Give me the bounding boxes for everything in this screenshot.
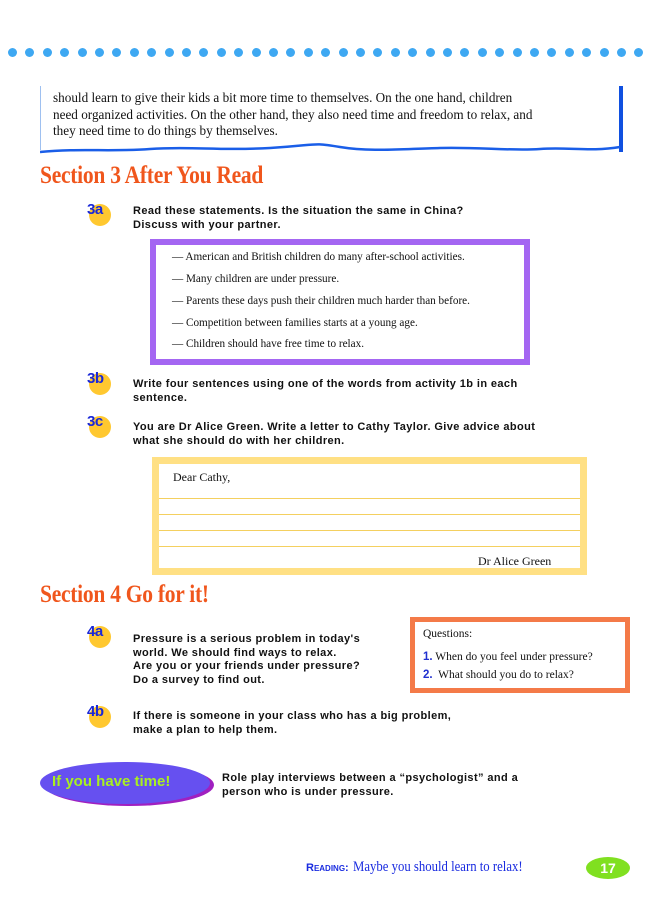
activity-badge-4b: 4b (88, 705, 112, 729)
divider-dot (269, 48, 278, 57)
divider-dot (478, 48, 487, 57)
statement-item: — American and British children do many after-school activities. (172, 251, 465, 263)
divider-dot (460, 48, 469, 57)
divider-dot (252, 48, 261, 57)
statement-item: — Children should have free time to relax. (172, 338, 364, 350)
instruction-3b: Write four sentences using one of the words from activity 1b in each sentence. (133, 378, 518, 404)
divider-dot (95, 48, 104, 57)
questions-box (410, 617, 630, 693)
excerpt-line: they need time to do things by themselves. (53, 123, 278, 138)
question-item: 1. When do you feel under pressure? (423, 651, 593, 663)
activity-badge-4a: 4a (88, 625, 112, 649)
letter-signature: Dr Alice Green (478, 554, 552, 568)
instruction-4b: If there is someone in your class who has a big problem, make a plan to help them. (133, 710, 452, 736)
divider-dot (513, 48, 522, 57)
activity-badge-3c: 3c (88, 415, 112, 439)
instruction-3a: Read these statements. Is the situation the same in China? Discuss with your partner. (133, 205, 464, 231)
statement-item: — Parents these days push their children much harder than before. (172, 295, 470, 307)
divider-dot (60, 48, 69, 57)
divider-dot (565, 48, 574, 57)
divider-dot (617, 48, 626, 57)
divider-dot (547, 48, 556, 57)
divider-dot (321, 48, 330, 57)
divider-dot (286, 48, 295, 57)
instruction-3c: You are Dr Alice Green. Write a letter to Cathy Taylor. Give advice about what she should do with her children. (133, 421, 536, 447)
divider-dot (391, 48, 400, 57)
statement-item: — Competition between families starts at a young age. (172, 317, 418, 329)
divider-dot (112, 48, 121, 57)
writing-line (159, 498, 580, 499)
statement-item: — Many children are under pressure. (172, 273, 340, 285)
letter-greeting: Dear Cathy, (173, 470, 231, 484)
divider-dot (373, 48, 382, 57)
divider-dot (78, 48, 87, 57)
footer-title: Maybe you should learn to relax! (352, 859, 523, 875)
wavy-border (40, 140, 624, 156)
divider-dot (582, 48, 591, 57)
page-number-badge: 17 (586, 857, 630, 879)
divider-dot (530, 48, 539, 57)
writing-line (159, 546, 580, 547)
page-footer (306, 858, 552, 876)
divider-dot (408, 48, 417, 57)
divider-dot (600, 48, 609, 57)
excerpt-line: should learn to give their kids a bit more time to themselves. On the one hand, children (53, 90, 513, 105)
instruction-4a: Pressure is a serious problem in today's world. We should find ways to relax. Are you or your friends under pressure? Do a survey to find out. (133, 633, 361, 687)
divider-dot (130, 48, 139, 57)
questions-title: Questions: (423, 628, 473, 640)
footer-section-label: Reading: (306, 862, 349, 874)
activity-badge-3a: 3a (88, 203, 112, 227)
divider-dot (182, 48, 191, 57)
divider-dot (356, 48, 365, 57)
divider-dot (234, 48, 243, 57)
letter-writing-box[interactable] (152, 457, 587, 575)
divider-dot (199, 48, 208, 57)
extra-activity-text: Role play interviews between a “psychologist” and a person who is under pressure. (222, 772, 519, 798)
section-4-heading: Section 4 Go for it! (40, 581, 209, 608)
divider-dot (634, 48, 643, 57)
divider-dot (304, 48, 313, 57)
divider-dot (25, 48, 34, 57)
section-3-heading: Section 3 After You Read (40, 162, 264, 189)
divider-dot (165, 48, 174, 57)
writing-line (159, 514, 580, 515)
divider-dot (217, 48, 226, 57)
activity-badge-3b: 3b (88, 372, 112, 396)
divider-dot (426, 48, 435, 57)
divider-dot (443, 48, 452, 57)
divider-dot (339, 48, 348, 57)
divider-dot (495, 48, 504, 57)
divider-dot (147, 48, 156, 57)
divider-dot (8, 48, 17, 57)
statements-box (150, 239, 530, 365)
if-you-have-time-badge: If you have time! (40, 762, 210, 804)
question-item: 2. What should you do to relax? (423, 669, 574, 681)
divider-dot (43, 48, 52, 57)
excerpt-line: need organized activities. On the other hand, they also need time and freedom to relax, and (53, 106, 533, 122)
writing-line (159, 530, 580, 531)
